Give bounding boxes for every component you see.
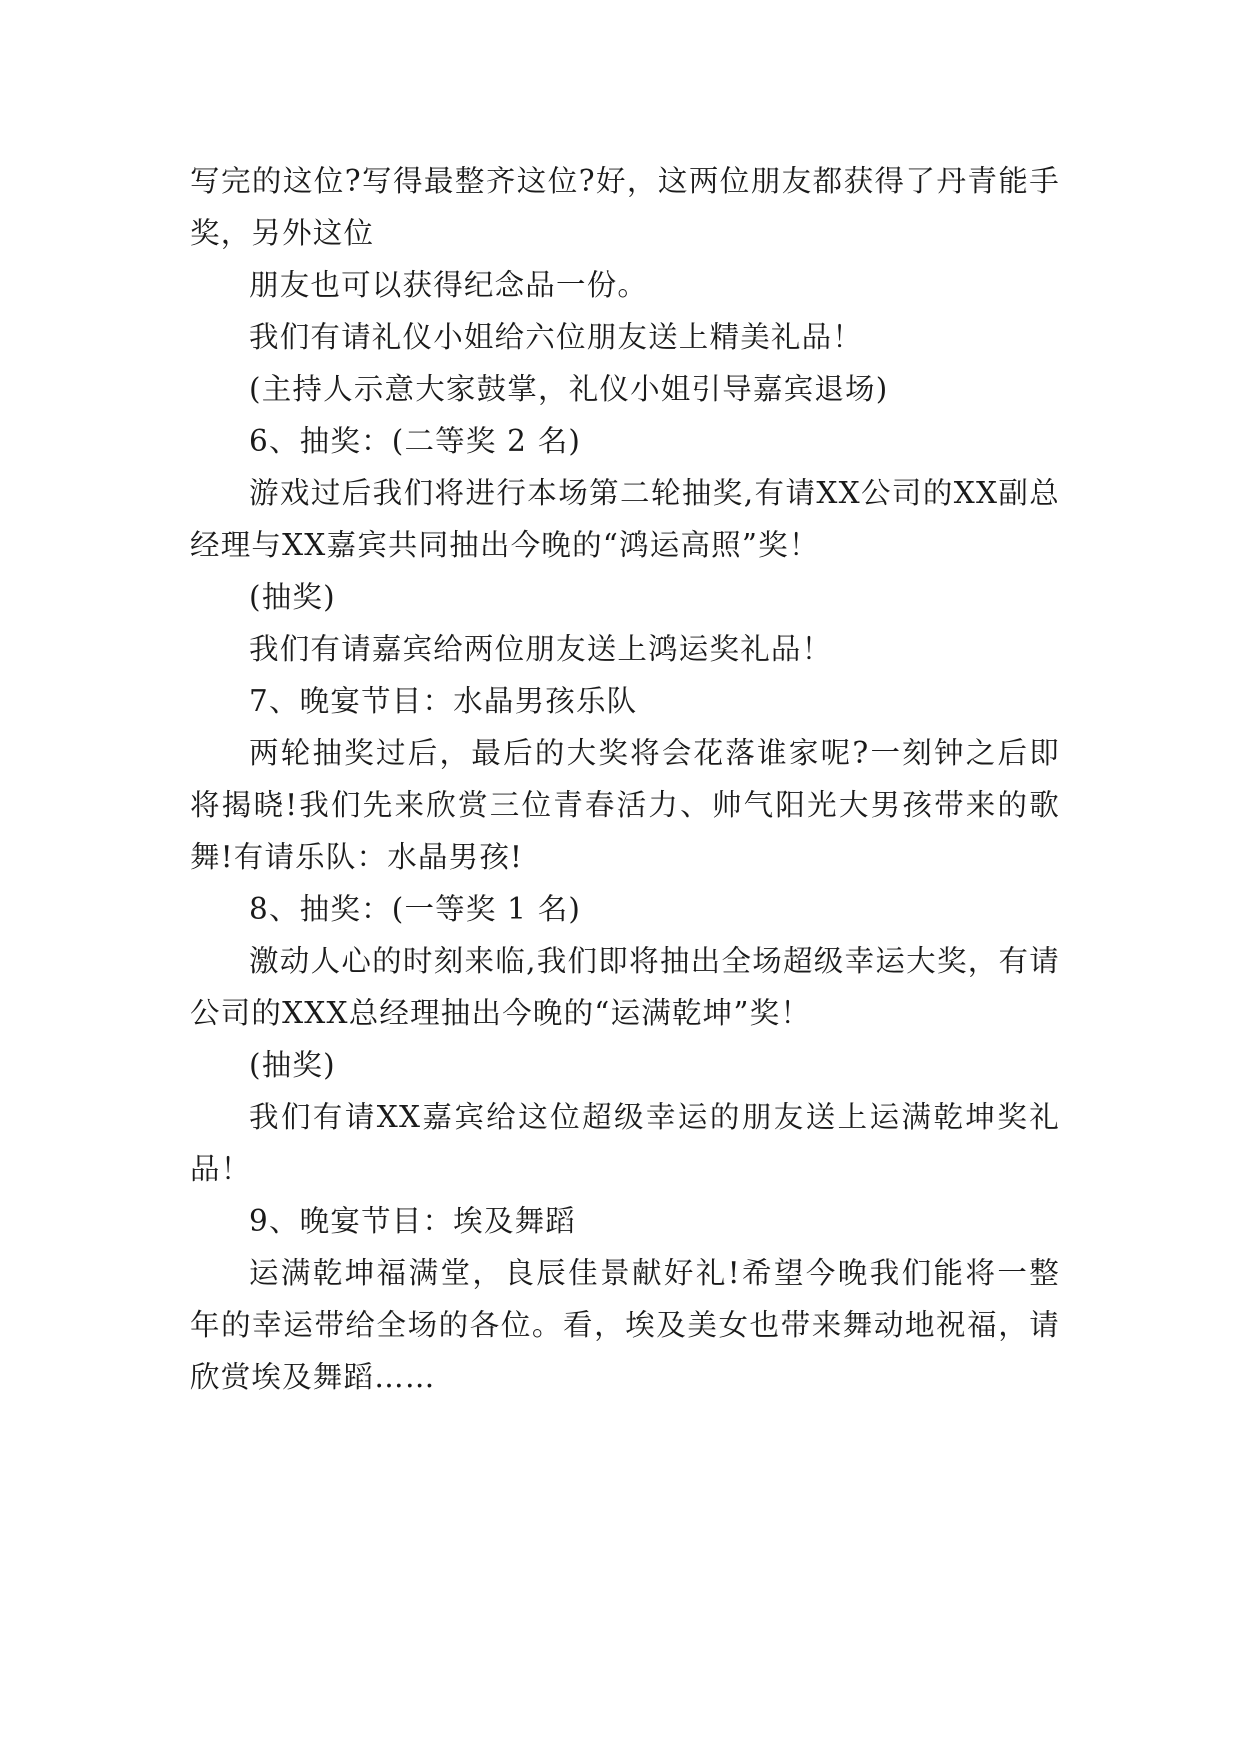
paragraph-3: 我们有请礼仪小姐给六位朋友送上精美礼品！: [249, 320, 864, 354]
paragraph-16: 运满乾坤福满堂，良辰佳景献好礼!希望今晚我们能将一整年的幸运带给全场的各位。看，埃及美女也带来舞动地祝福，请欣赏埃及舞蹈……: [190, 1256, 1060, 1394]
paragraph-12: 激动人心的时刻来临,我们即将抽出全场超级幸运大奖，有请公司的XXX总经理抽出今晚的“运满乾坤”奖！: [190, 944, 1060, 1030]
section-heading-9: 9、晚宴节目：埃及舞蹈: [249, 1204, 576, 1238]
paragraph-10: 两轮抽奖过后，最后的大奖将会花落谁家呢?一刻钟之后即将揭晓!我们先来欣赏三位青春活力、帅气阳光大男孩带来的歌舞!有请乐队：水晶男孩!: [190, 736, 1060, 874]
paragraph-4: (主持人示意大家鼓掌，礼仪小姐引导嘉宾退场): [249, 372, 889, 406]
document-body: [190, 155, 1060, 1403]
paragraph-8: 我们有请嘉宾给两位朋友送上鸿运奖礼品！: [249, 632, 833, 666]
section-heading-7: 7、晚宴节目：水晶男孩乐队: [249, 684, 638, 718]
paragraph-14: 我们有请XX嘉宾给这位超级幸运的朋友送上运满乾坤奖礼品！: [190, 1100, 1060, 1186]
section-heading-8: 8、抽奖：(一等奖 1 名): [249, 892, 582, 926]
paragraph-7: (抽奖): [249, 580, 336, 614]
paragraph-13: (抽奖): [249, 1048, 336, 1082]
paragraph-6: 游戏过后我们将进行本场第二轮抽奖,有请XX公司的XX副总经理与XX嘉宾共同抽出今晚的“鸿运高照”奖！: [190, 476, 1060, 562]
paragraph-1: 写完的这位?写得最整齐这位?好，这两位朋友都获得了丹青能手奖，另外这位: [190, 164, 1060, 250]
paragraph-2: 朋友也可以获得纪念品一份。: [249, 268, 649, 302]
section-heading-6: 6、抽奖：(二等奖 2 名): [249, 424, 582, 458]
